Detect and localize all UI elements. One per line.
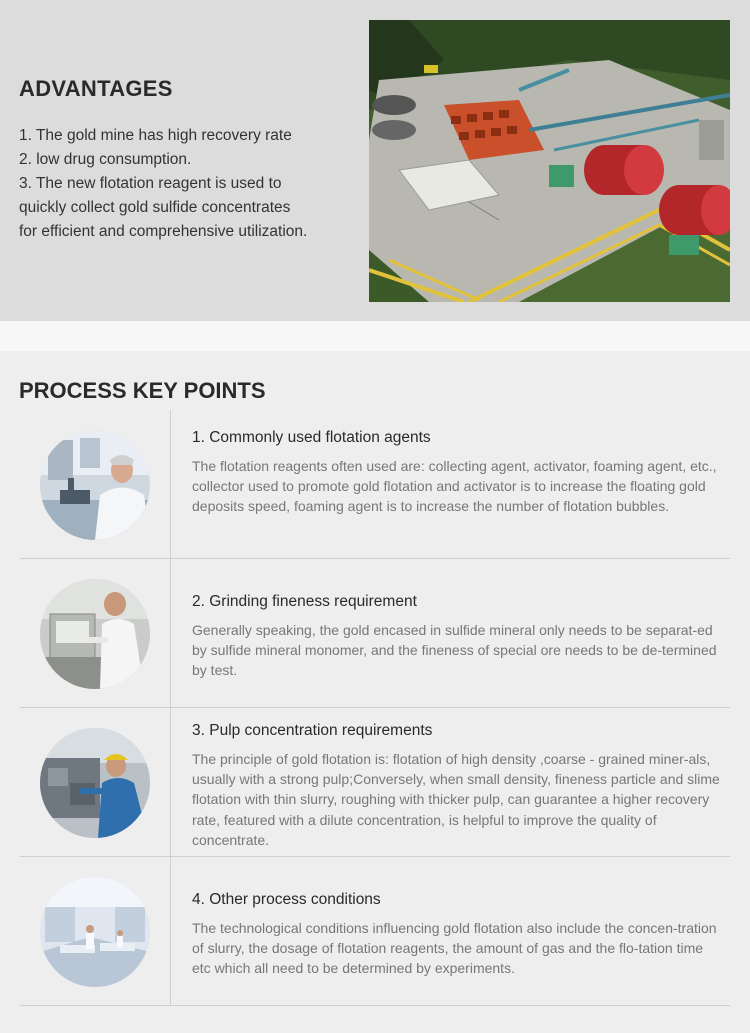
key-point-body: Generally speaking, the gold encased in sulfide mineral only needs to be separat-ed by sulfide mineral monomer, and the fineness of special ore needs to be de-termined by test.	[192, 622, 717, 679]
key-point-content	[192, 591, 724, 681]
key-point-body: The technological conditions influencing gold flotation also include the concen-tration of slurry, the dosage of flotation reagents, the amount of gas and the flo-tation time etc which all need to be determined by experiments.	[192, 920, 717, 977]
advantages-line: quickly collect gold sulfide concentrates	[19, 199, 291, 216]
row-divider	[170, 559, 171, 707]
row-divider	[170, 857, 171, 1005]
advantages-line: 2. low drug consumption.	[19, 151, 192, 168]
key-point-row	[20, 410, 730, 559]
key-point-content	[192, 427, 724, 517]
lab-technician-photo	[40, 579, 150, 689]
process-key-points-title: PROCESS KEY POINTS	[19, 378, 266, 403]
row-divider	[170, 410, 171, 558]
key-point-body: The flotation reagents often used are: collecting agent, activator, foaming agent, etc., collector used to promote gold flotation and activator is to increase the floating gold deposits speed, foaming agent is to increase the number of flotation bubbles.	[192, 458, 717, 515]
advantages-line: for efficient and comprehensive utilization.	[19, 223, 308, 240]
lab-scientist-photo	[40, 430, 150, 540]
row-divider	[170, 708, 171, 856]
section-divider	[0, 321, 750, 351]
key-point-heading: 2. Grinding fineness requirement	[192, 593, 417, 610]
key-point-body: The principle of gold flotation is: flotation of high density ,coarse - grained miner-als, usually with a strong pulp;Conversely, when small density, fineness particle and slime flotation with thin slurry, roughing with thicker pulp, can guarantee a higher recovery rate, featured with a dilute concentration, is helpful to improve the quality of concentrate.	[192, 751, 720, 848]
key-point-content	[192, 889, 724, 979]
key-point-heading: 4. Other process conditions	[192, 891, 381, 908]
key-point-row	[20, 708, 730, 857]
key-point-row	[20, 857, 730, 1006]
advantages-list	[19, 124, 354, 244]
advantages-line: 1. The gold mine has high recovery rate	[19, 127, 292, 144]
advantages-title: ADVANTAGES	[19, 76, 173, 101]
key-point-heading: 3. Pulp concentration requirements	[192, 722, 433, 739]
flotation-plant-illustration	[369, 20, 730, 302]
key-point-content	[192, 720, 724, 850]
laboratory-room-photo	[40, 877, 150, 987]
machine-worker-photo	[40, 728, 150, 838]
advantages-line: 3. The new flotation reagent is used to	[19, 175, 282, 192]
key-point-row	[20, 559, 730, 708]
key-point-heading: 1. Commonly used flotation agents	[192, 429, 431, 446]
